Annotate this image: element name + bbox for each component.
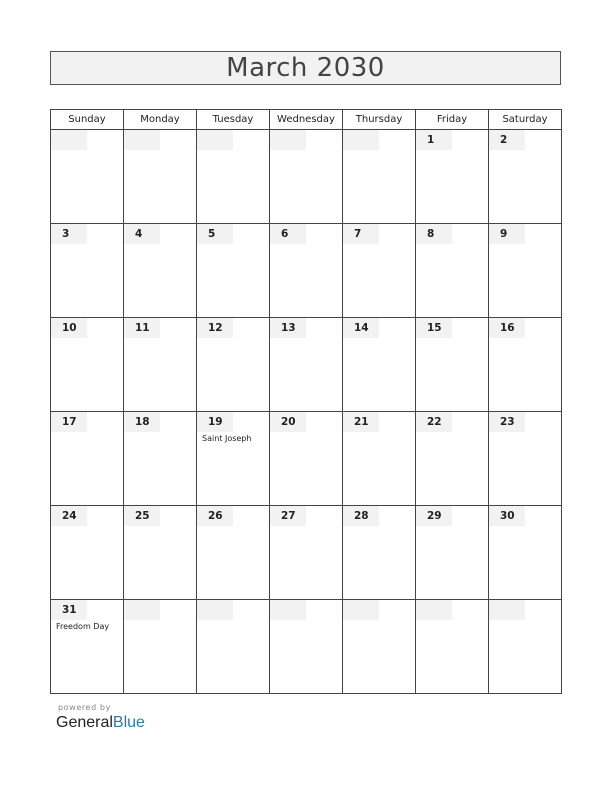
day-cell <box>197 130 270 224</box>
day-number: 14 <box>343 318 379 338</box>
day-number <box>416 600 452 620</box>
day-number <box>197 130 233 150</box>
day-cell <box>343 318 416 412</box>
day-cell <box>416 130 489 224</box>
day-cell <box>343 600 416 694</box>
day-number: 11 <box>124 318 160 338</box>
day-cell <box>489 600 562 694</box>
day-cell <box>343 412 416 506</box>
day-cell <box>197 506 270 600</box>
day-cell <box>416 224 489 318</box>
day-number: 5 <box>197 224 233 244</box>
day-cell <box>270 600 343 694</box>
day-number: 12 <box>197 318 233 338</box>
day-number: 10 <box>51 318 87 338</box>
week-row <box>51 130 562 224</box>
holiday-label: Saint Joseph <box>202 434 252 443</box>
day-cell <box>197 318 270 412</box>
day-cell <box>51 130 124 224</box>
day-number <box>51 130 87 150</box>
day-cell <box>416 600 489 694</box>
day-number: 3 <box>51 224 87 244</box>
day-number: 13 <box>270 318 306 338</box>
holiday-label: Freedom Day <box>56 622 110 631</box>
day-number <box>197 600 233 620</box>
week-row <box>51 224 562 318</box>
day-cell <box>51 318 124 412</box>
title-banner <box>50 51 561 85</box>
day-number <box>343 600 379 620</box>
day-number: 2 <box>489 130 525 150</box>
week-row <box>51 318 562 412</box>
week-row <box>51 506 562 600</box>
day-cell <box>270 130 343 224</box>
day-cell <box>51 412 124 506</box>
day-cell <box>124 506 197 600</box>
day-number: 7 <box>343 224 379 244</box>
day-number: 30 <box>489 506 525 526</box>
day-cell <box>489 130 562 224</box>
day-cell <box>343 130 416 224</box>
day-number: 29 <box>416 506 452 526</box>
day-number: 26 <box>197 506 233 526</box>
day-number: 18 <box>124 412 160 432</box>
weekday-header: Sunday <box>51 110 124 130</box>
week-row <box>51 412 562 506</box>
weekday-header: Thursday <box>343 110 416 130</box>
day-cell <box>124 412 197 506</box>
day-number <box>124 600 160 620</box>
day-cell <box>416 318 489 412</box>
day-number: 15 <box>416 318 452 338</box>
day-number: 24 <box>51 506 87 526</box>
weekday-header: Tuesday <box>197 110 270 130</box>
day-number <box>343 130 379 150</box>
footer-branding <box>56 703 145 732</box>
day-cell <box>270 412 343 506</box>
day-number: 22 <box>416 412 452 432</box>
brand-general-text: General <box>56 714 113 731</box>
day-number: 27 <box>270 506 306 526</box>
day-number <box>270 600 306 620</box>
day-number <box>124 130 160 150</box>
day-cell <box>343 506 416 600</box>
day-cell <box>343 224 416 318</box>
weekday-header: Saturday <box>489 110 562 130</box>
weekday-header: Friday <box>416 110 489 130</box>
day-cell <box>124 318 197 412</box>
day-number <box>489 600 525 620</box>
week-row <box>51 600 562 694</box>
day-number: 8 <box>416 224 452 244</box>
weekday-header-row <box>51 110 562 130</box>
day-number: 16 <box>489 318 525 338</box>
day-number: 21 <box>343 412 379 432</box>
day-number: 25 <box>124 506 160 526</box>
day-cell <box>416 506 489 600</box>
day-cell <box>270 506 343 600</box>
day-cell <box>416 412 489 506</box>
weekday-header: Monday <box>124 110 197 130</box>
weekday-header: Wednesday <box>270 110 343 130</box>
day-number: 6 <box>270 224 306 244</box>
day-cell <box>489 318 562 412</box>
day-number: 9 <box>489 224 525 244</box>
day-number <box>270 130 306 150</box>
brand-blue-text: Blue <box>112 714 145 731</box>
day-cell <box>124 130 197 224</box>
calendar-grid <box>50 109 562 694</box>
day-number: 31 <box>51 600 87 620</box>
day-cell <box>124 224 197 318</box>
day-number: 19 <box>197 412 233 432</box>
day-number: 28 <box>343 506 379 526</box>
day-cell <box>489 506 562 600</box>
day-cell <box>197 412 270 506</box>
day-cell <box>197 224 270 318</box>
day-number: 17 <box>51 412 87 432</box>
powered-by-text: powered by <box>58 703 111 712</box>
day-cell <box>270 318 343 412</box>
day-number: 4 <box>124 224 160 244</box>
brand-logo[interactable] <box>56 714 145 732</box>
page-title: March 2030 <box>226 53 385 83</box>
day-cell <box>270 224 343 318</box>
day-cell <box>124 600 197 694</box>
day-cell <box>51 506 124 600</box>
day-number: 23 <box>489 412 525 432</box>
day-cell <box>51 224 124 318</box>
day-cell <box>489 412 562 506</box>
day-cell <box>489 224 562 318</box>
day-cell <box>197 600 270 694</box>
day-number: 20 <box>270 412 306 432</box>
day-number: 1 <box>416 130 452 150</box>
day-cell <box>51 600 124 694</box>
